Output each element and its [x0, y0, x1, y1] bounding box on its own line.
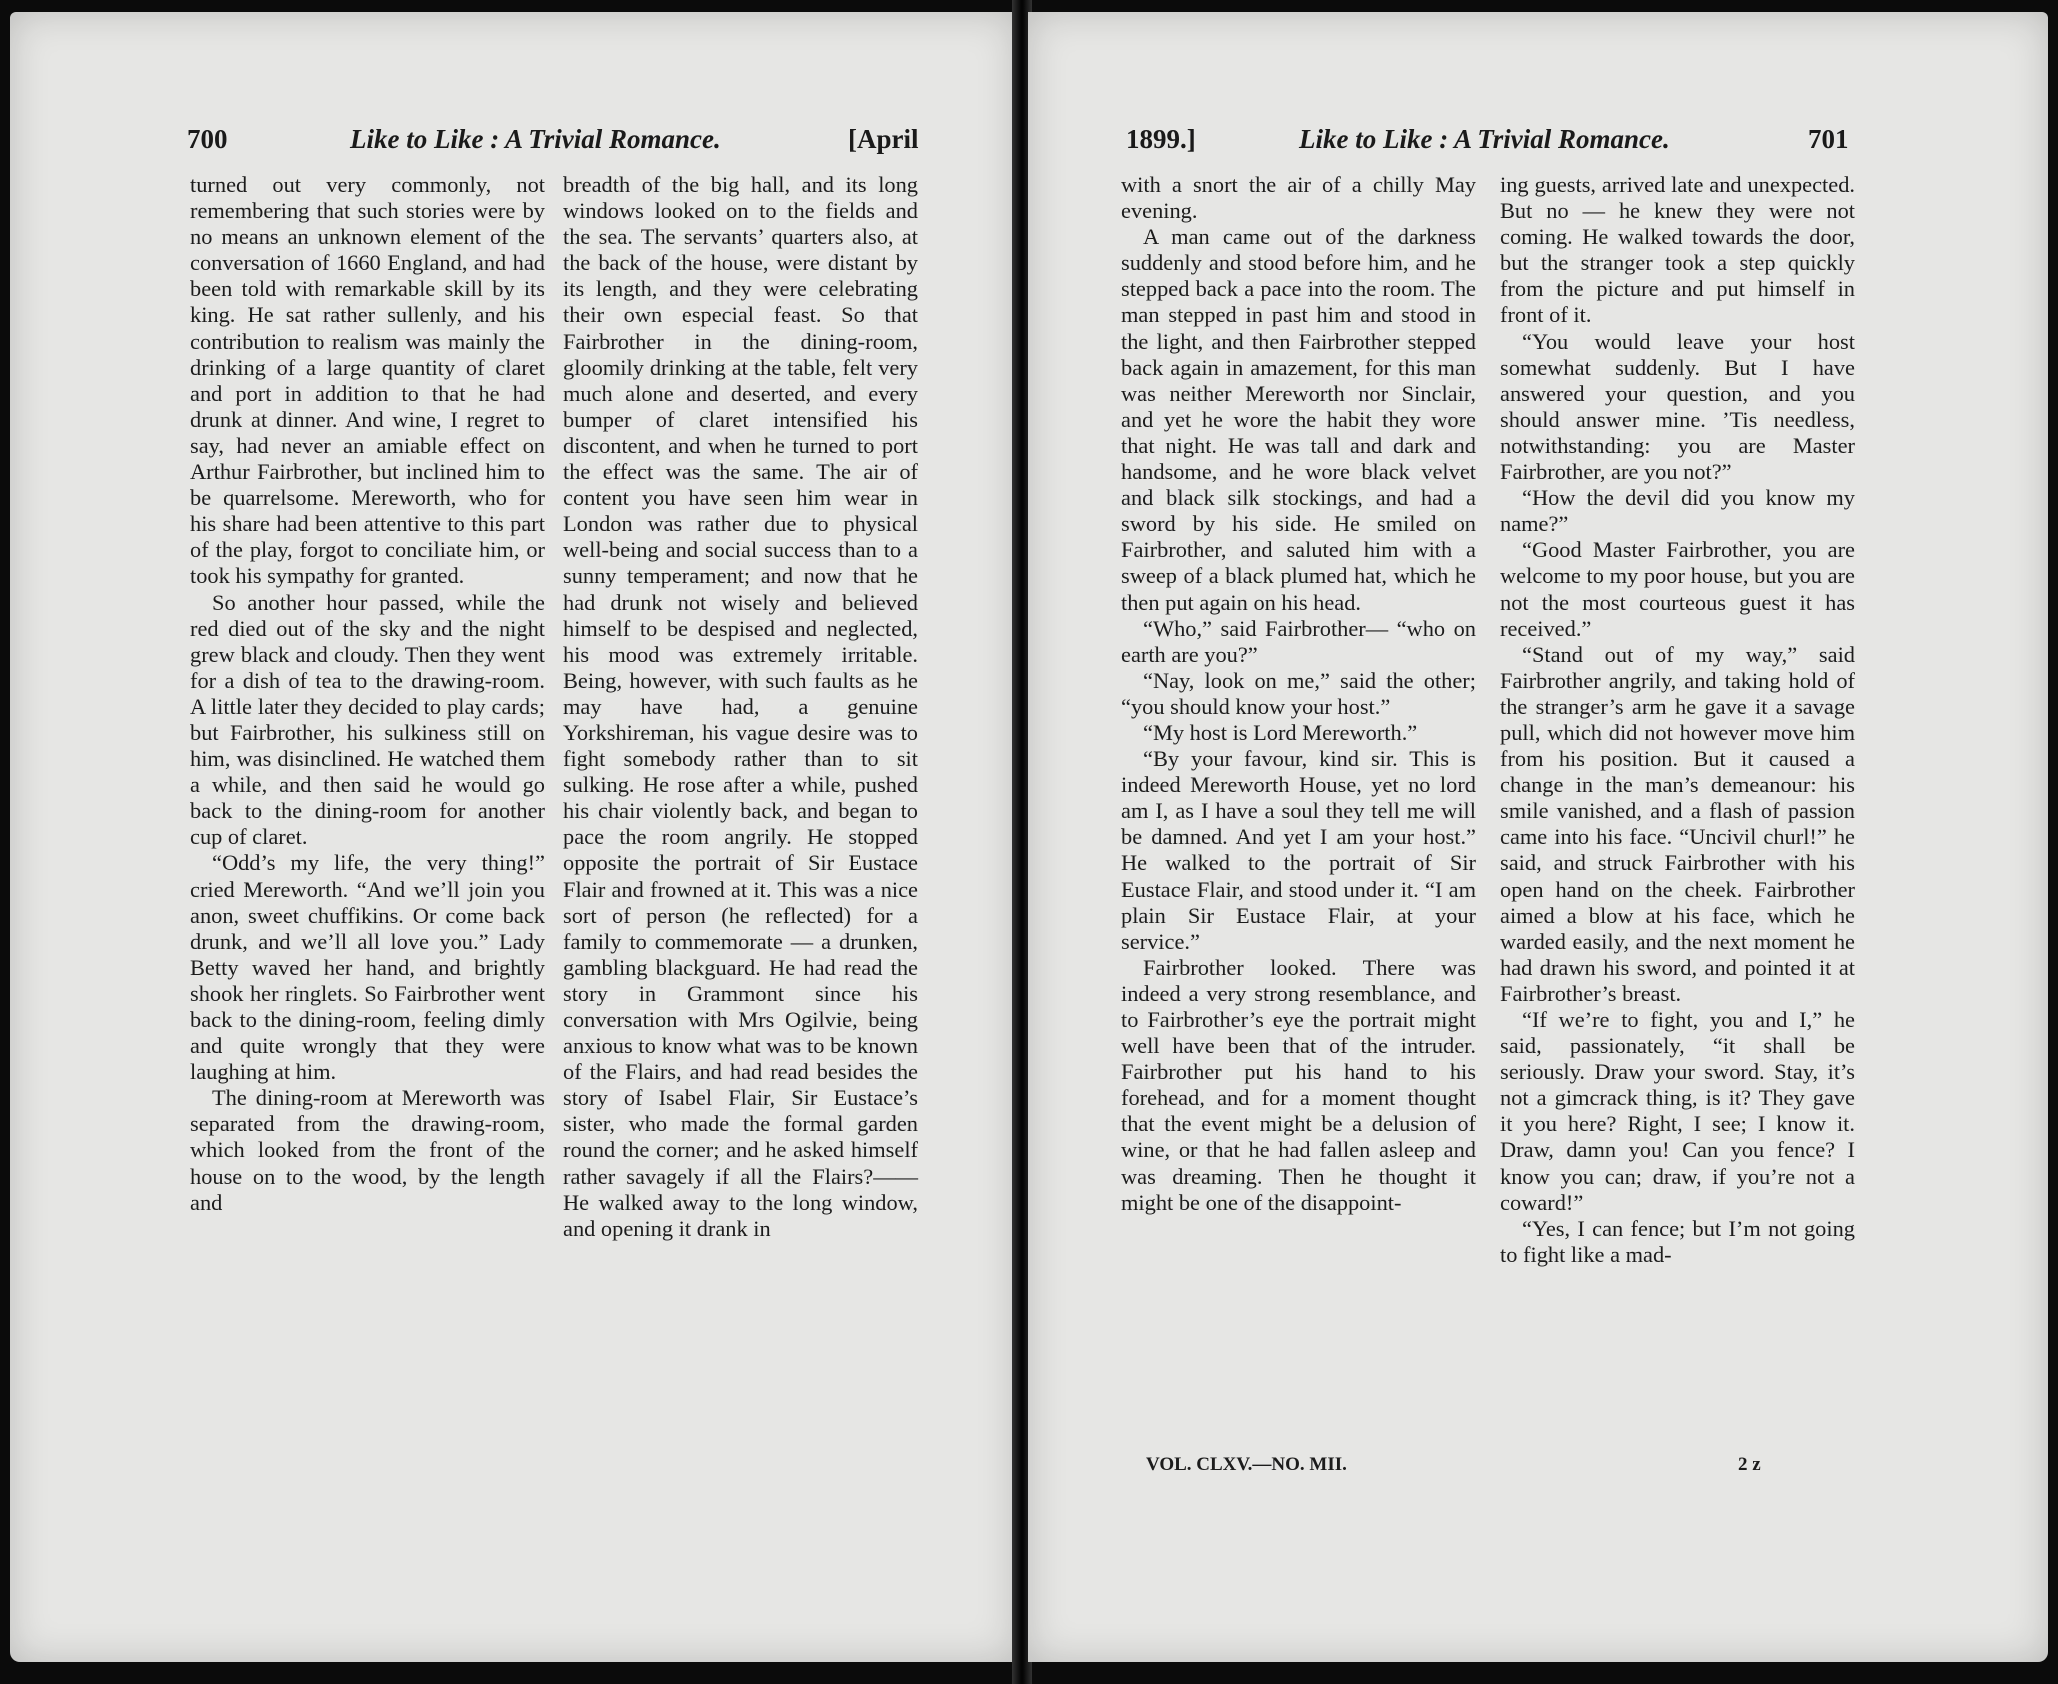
left-page: [10, 12, 1016, 1662]
right-page-number: 701: [1808, 124, 1849, 154]
paragraph: ing guests, arrived late and unexpected. But no — he knew they were not coming. He walked towards the door, but the stranger took a step quickly from the picture and put himself in front of it.: [1500, 172, 1855, 328]
paragraph: “How the devil did you know my name?”: [1500, 485, 1855, 537]
paragraph: “Yes, I can fence; but I’m not going to fight like a mad-: [1500, 1215, 1855, 1267]
paragraph: “By your favour, kind sir. This is indeed Mereworth House, yet no lord am I, as I have a soul they tell me will be damned. And yet I am your host.” He walked to the portrait of Sir Eustace Flair, and stood under it. “I am plain Sir Eustace Flair, at your service.”: [1121, 746, 1476, 954]
paragraph: “Stand out of my way,” said Fairbrother angrily, and taking hold of the stranger’s arm he gave it a savage pull, which did not however move him from his position. But it caused a change in the man’s demeanour: his smile vanished, and a flash of passion came into his face. “Uncivil churl!” he said, and struck Fairbrother with his open hand on the cheek. Fairbrother aimed a blow at his face, which he warded easily, and the next moment he had drawn his sword, and pointed it at Fairbrother’s breast.: [1500, 641, 1855, 1006]
footer-signature-mark: 2 z: [1738, 1454, 1761, 1475]
paragraph: A man came out of the darkness suddenly and stood before him, and he stepped back a pace into the room. The man stepped in past him and stood in the light, and then Fairbrother stepped back again in amazement, for this man was neither Mereworth nor Sinclair, and yet he wore the habit they wore that night. He was tall and dark and handsome, and he wore black velvet and black silk stockings, and had a sword by his side. He smiled on Fairbrother, and saluted him with a sweep of a black plumed hat, which he then put again on his head.: [1121, 224, 1476, 615]
right-column-2: [1500, 172, 1855, 1268]
paragraph: “You would leave your host somewhat suddenly. But I have answered your question, and you should answer mine. ’Tis needless, notwithstanding: you are Master Fairbrother, are you not?”: [1500, 328, 1855, 485]
paragraph: with a snort the air of a chilly May evening.: [1121, 172, 1476, 224]
paragraph: “If we’re to fight, you and I,” he said, passionately, “it shall be seriously. Draw your sword. Stay, it’s not a gimcrack thing, is it? They gave it you here? Right, I see; I know it. Draw, damn you! Can you fence? I know you can; draw, if you’re not a coward!”: [1500, 1007, 1855, 1215]
right-header-date: 1899.]: [1126, 124, 1196, 154]
paragraph: Fairbrother looked. There was indeed a very strong resemblance, and to Fairbrother’s eye the portrait might well have been that of the intruder. Fairbrother put his hand to his forehead, and for a moment thought that the event might be a delusion of wine, or that he had fallen asleep and was dreaming. Then he thought it might be one of the disappoint-: [1121, 954, 1476, 1215]
left-running-title: Like to Like : A Trivial Romance.: [350, 124, 721, 154]
left-column-1: [190, 172, 545, 1216]
right-running-title: Like to Like : A Trivial Romance.: [1299, 124, 1670, 154]
left-page-number: 700: [187, 124, 228, 154]
left-column-2: [563, 172, 918, 1242]
paragraph: “My host is Lord Mereworth.”: [1143, 719, 1418, 745]
paragraph: turned out very commonly, not remembering that such stories were by no means an unknown element of the conversation of 1660 England, and had been told with remarkable skill by its king. He sat rather sullenly, and his contribution to realism was mainly the drinking of a large quantity of claret and port in addition to that he had drunk at dinner. And wine, I regret to say, had never an amiable effect on Arthur Fairbrother, but inclined him to be quarrelsome. Mereworth, who for his share had been attentive to this part of the play, forgot to conciliate him, or took his sympathy for granted.: [190, 172, 545, 589]
paragraph: breadth of the big hall, and its long windows looked on to the fields and the sea. The servants’ quarters also, at the back of the house, were distant by its length, and they were celebrating their own especial feast. So that Fairbrother in the dining-room, gloomily drinking at the table, felt very much alone and deserted, and every bumper of claret intensified his discontent, and when he turned to port the effect was the same. The air of content you have seen him wear in London was rather due to physical well-being and social success than to a sunny temperament; and now that he had drunk not wisely and believed himself to be despised and neglected, his mood was extremely irritable. Being, however, with such faults as he may have had, a genuine Yorkshireman, his vague desire was to fight somebody rather than to sit sulking. He rose after a while, pushed his chair violently back, and began to pace the room angrily. He stopped opposite the portrait of Sir Eustace Flair and frowned at it. This was a nice sort of person (he reflected) for a family to commemorate — a drunken, gambling blackguard. He had read the story in Grammont since his conversation with Mrs Ogilvie, being anxious to know what was to be known of the Flairs, and had read besides the story of Isabel Flair, Sir Eustace’s sister, who made the formal garden round the corner; and he asked himself rather savagely if all the Flairs?—— He walked away to the long window, and opening it drank in: [563, 172, 918, 1241]
right-page: [1028, 12, 2048, 1662]
paragraph: The dining-room at Mereworth was separated from the drawing-room, which looked from the front of the house on to the wood, by the length and: [190, 1085, 545, 1215]
footer-volume-line: VOL. CLXV.—NO. MII.: [1146, 1454, 1347, 1475]
paragraph: “Odd’s my life, the very thing!” cried Mereworth. “And we’ll join you anon, sweet chuffikins. Or come back drunk, and we’ll all love you.” Lady Betty waved her hand, and brightly shook her ringlets. So Fairbrother went back to the dining-room, feeling dimly and quite wrongly that they were laughing at him.: [190, 850, 545, 1085]
left-header-date: [April: [848, 124, 919, 154]
paragraph: “Who,” said Fairbrother— “who on earth are you?”: [1121, 615, 1476, 667]
paragraph: “Nay, look on me,” said the other; “you should know your host.”: [1121, 667, 1476, 719]
paragraph: So another hour passed, while the red died out of the sky and the night grew black and cloudy. Then they went for a dish of tea to the drawing-room. A little later they decided to play cards; but Fairbrother, his sulkiness still on him, was disinclined. He watched them a while, and then said he would go back to the dining-room for another cup of claret.: [190, 589, 545, 850]
paragraph: “Good Master Fairbrother, you are welcome to my poor house, but you are not the most courteous guest it has received.”: [1500, 537, 1855, 641]
right-column-1: [1121, 172, 1476, 1216]
